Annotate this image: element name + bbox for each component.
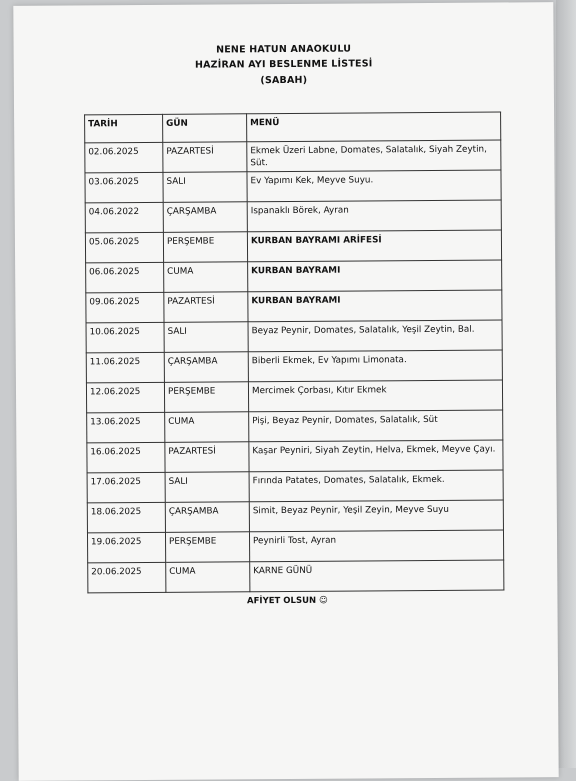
date-cell: 11.06.2025 (86, 352, 164, 383)
menu-cell: Mercimek Çorbası, Kıtır Ekmek (248, 380, 502, 412)
date-cell: 02.06.2025 (85, 142, 163, 173)
school-name: NENE HATUN ANAOKULU (216, 43, 352, 56)
table-row (88, 560, 504, 593)
menu-cell: Kaşar Peyniri, Siyah Zeytin, Helva, Ekmek, Meyve Çayı. (249, 440, 503, 472)
date-cell: 04.06.2022 (85, 202, 163, 233)
day-cell: PAZARTESİ (164, 292, 248, 323)
date-cell: 20.06.2025 (88, 562, 166, 593)
menu-cell: KARNE GÜNÜ (250, 560, 504, 592)
day-cell: PERŞEMBE (164, 382, 248, 413)
table-header-row (85, 112, 501, 143)
date-cell: 13.06.2025 (87, 412, 165, 443)
table-row (87, 470, 503, 503)
day-cell: ÇARŞAMBA (164, 352, 248, 383)
table-row (86, 320, 502, 353)
day-cell: PAZARTESİ (165, 442, 249, 473)
background-edge (556, 0, 576, 768)
day-cell: ÇARŞAMBA (165, 502, 249, 533)
date-cell: 17.06.2025 (87, 472, 165, 503)
day-cell: SALI (164, 322, 248, 353)
menu-cell: KURBAN BAYRAMI (248, 290, 502, 322)
date-cell: 09.06.2025 (86, 292, 164, 323)
table-row (85, 170, 501, 203)
date-cell: 10.06.2025 (86, 322, 164, 353)
closing-note: AFİYET OLSUN ☺ (246, 595, 328, 607)
table-row (86, 260, 502, 293)
menu-cell: Biberli Ekmek, Ev Yapımı Limonata. (248, 350, 502, 382)
menu-cell: Peynirli Tost, Ayran (249, 530, 503, 562)
day-cell: ÇARŞAMBA (163, 202, 247, 233)
day-cell: SALI (163, 172, 247, 203)
list-title: HAZİRAN AYI BESLENME LİSTESİ (194, 58, 373, 71)
table-row (87, 530, 503, 563)
menu-cell: Beyaz Peynir, Domates, Salatalık, Yeşil Zeytin, Bal. (248, 320, 502, 352)
table-row (86, 350, 502, 383)
menu-cell: Ev Yapımı Kek, Meyve Suyu. (247, 170, 501, 202)
date-cell: 18.06.2025 (87, 502, 165, 533)
table-row (85, 200, 501, 233)
header-date: TARİH (85, 114, 163, 143)
table-row (86, 290, 502, 323)
table-row (85, 140, 501, 173)
menu-cell: Ekmek Üzeri Labne, Domates, Salatalık, Siyah Zeytin, Süt. (247, 140, 501, 172)
day-cell: CUMA (165, 412, 249, 443)
table-row (87, 440, 503, 473)
date-cell: 03.06.2025 (85, 172, 163, 203)
menu-cell: Pişi, Beyaz Peynir, Domates, Salatalık, Süt (249, 410, 503, 442)
table-row (87, 500, 503, 533)
day-cell: CUMA (164, 262, 248, 293)
table-row (86, 380, 502, 413)
date-cell: 12.06.2025 (86, 382, 164, 413)
day-cell: CUMA (166, 562, 250, 593)
menu-cell: Fırında Patates, Domates, Salatalık, Ekmek. (249, 470, 503, 502)
header-day: GÜN (163, 114, 247, 143)
day-cell: PERŞEMBE (165, 532, 249, 563)
paper-sheet (13, 2, 558, 781)
meal-label: (SABAH) (260, 74, 308, 87)
menu-cell: Ispanaklı Börek, Ayran (247, 200, 501, 232)
day-cell: PAZARTESİ (163, 142, 247, 173)
date-cell: 05.06.2025 (85, 232, 163, 263)
day-cell: SALI (165, 472, 249, 503)
date-cell: 19.06.2025 (87, 532, 165, 563)
day-cell: PERŞEMBE (163, 232, 247, 263)
menu-table (84, 111, 504, 593)
menu-cell: KURBAN BAYRAMI (248, 260, 502, 292)
table-row (85, 230, 501, 263)
date-cell: 06.06.2025 (86, 262, 164, 293)
table-row (87, 410, 503, 443)
header-menu: MENÜ (247, 112, 501, 142)
menu-cell: Simit, Beyaz Peynir, Yeşil Zeyin, Meyve Suyu (249, 500, 503, 532)
date-cell: 16.06.2025 (87, 442, 165, 473)
menu-cell: KURBAN BAYRAMI ARİFESİ (247, 230, 501, 262)
